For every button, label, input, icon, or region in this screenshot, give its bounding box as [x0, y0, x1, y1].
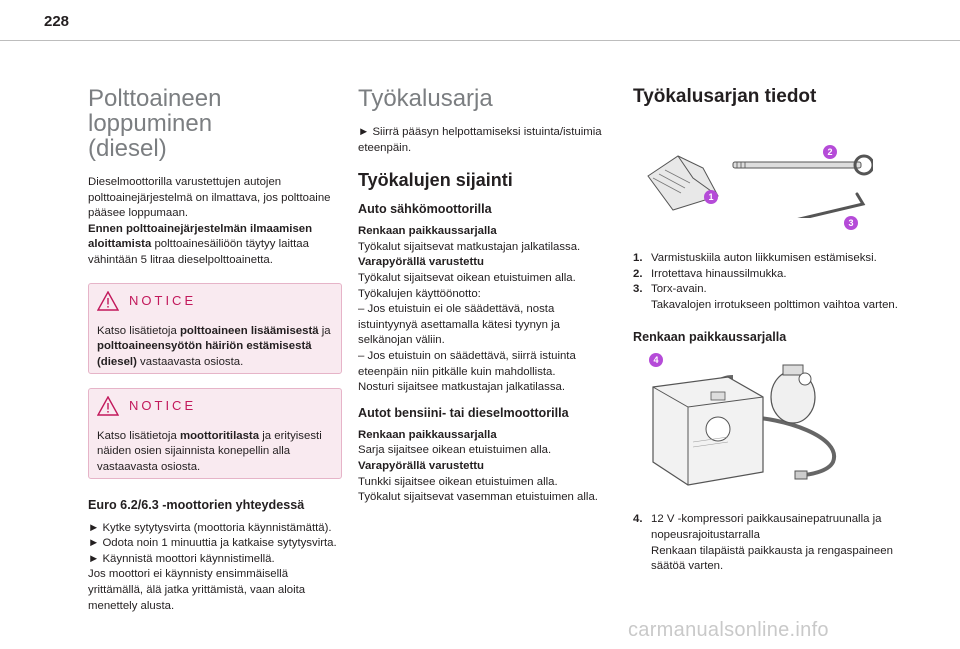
- tool-list: [633, 251, 899, 313]
- e-spare-label: Varapyörällä varustettu: [358, 256, 484, 269]
- p-spare-text-2: Työkalut sijaitsevat vasemman etuistuimen alla.: [358, 491, 598, 504]
- e-spare-text: Työkalut sijaitsevat oikean etuistuimen alla.: [358, 271, 576, 284]
- location-title: Työkalujen sijainti: [358, 170, 513, 191]
- warning-text: Ennen polttoainejärjestelmän ilmaamisen aloittamista polttoainesäiliöön täytyy laittaa vähintään 5 litraa dieselpolttoainetta.: [88, 222, 313, 266]
- e-kit-text: Työkalut sijaitsevat matkustajan jalkatilassa.: [358, 240, 581, 253]
- electric-heading: Auto sähkömoottorilla: [358, 202, 492, 217]
- step-ignition: ► Kytke sytytysvirta (moottoria käynnistämättä).: [88, 521, 332, 534]
- details-title: Työkalusarjan tiedot: [633, 86, 817, 107]
- list-item: 2. Irrotettava hinaussilmukka.: [633, 267, 787, 280]
- p-kit-label: Renkaan paikkaussarjalla: [358, 428, 497, 441]
- tools-illustration: [633, 118, 873, 228]
- compressor-list: [633, 512, 899, 574]
- e-dash-1: – Jos etuistuin ei ole säädettävä, nosta istuintyynyä asettamalla kätesi tyynyn ja selkänojan väliin.: [358, 303, 560, 347]
- section-title-toolkit: Työkalusarja: [358, 85, 493, 112]
- badge-4: 4: [649, 353, 663, 367]
- notice-title: NOTICE: [129, 397, 197, 413]
- notice-text: Katso lisätietoja polttoaineen lisäämisestä ja polttoaineensyötön häiriön estämisestä (diesel) vastaavasta osiosta.: [97, 324, 331, 368]
- intro-text: Dieselmoottorilla varustettujen autojen polttoainejärjestelmä on ilmattava, jos polttoaine pääsee loppumaan.: [88, 176, 331, 220]
- closing-text: Jos moottori ei käynnisty ensimmäisellä yrittämällä, älä jatka yrittämistä, vaan aloita menettely alusta.: [88, 568, 306, 612]
- badge-2: 2: [823, 145, 837, 159]
- e-kit-label: Renkaan paikkaussarjalla: [358, 225, 497, 238]
- notice-text: Katso lisätietoja moottoritilasta ja erityisesti näiden osien sijainnista konepellin alla vastaavasta osiosta.: [97, 429, 322, 473]
- e-use-text: Työkalujen käyttöönotto:: [358, 287, 481, 300]
- section-title-fuel: Polttoaineen loppuminen (diesel): [88, 85, 222, 162]
- p-kit-text: Sarja sijaitsee oikean etuistuimen alla.: [358, 444, 552, 457]
- p-spare-label: Varapyörällä varustettu: [358, 459, 484, 472]
- compressor-drawing: [633, 357, 883, 497]
- list-item: 1. Varmistuskiila auton liikkumisen estämiseksi.: [633, 252, 877, 264]
- header-divider: [0, 40, 960, 41]
- compressor-illustration: [633, 357, 883, 497]
- column-toolkit-details: [633, 86, 899, 575]
- list-item: 3. Torx-avain.: [633, 283, 707, 296]
- tools-drawing: [633, 118, 873, 218]
- footer-watermark: carmanualsonline.info: [628, 619, 829, 641]
- page-number: 228: [44, 13, 70, 30]
- petrol-heading: Autot bensiini- tai dieselmoottorilla: [358, 405, 569, 420]
- column-toolkit: [358, 86, 612, 506]
- column-fuel: [88, 86, 342, 614]
- badge-1: 1: [704, 190, 718, 204]
- warning-triangle-icon: [97, 396, 119, 416]
- step-wait: ► Odota noin 1 minuuttia ja katkaise sytytysvirta.: [88, 537, 337, 550]
- e-dash-2: – Jos etuistuin on säädettävä, siirrä istuinta eteenpäin niin pitkälle kuin mahdollista.: [358, 349, 576, 378]
- badge-3: 3: [844, 216, 858, 230]
- e-final: Nosturi sijaitsee matkustajan jalkatilassa.: [358, 381, 566, 394]
- notice-title: NOTICE: [129, 292, 197, 308]
- step-start: ► Käynnistä moottori käynnistimellä.: [88, 552, 275, 565]
- notice-box-engine: [88, 388, 342, 479]
- list-item: Renkaan tilapäistä paikkausta ja rengaspaineen säätöä varten.: [651, 544, 893, 573]
- notice-box-fuel: [88, 283, 342, 374]
- seat-step: ► Siirrä pääsyn helpottamiseksi istuinta/istuimia eteenpäin.: [358, 126, 602, 154]
- p-spare-text-1: Tunkki sijaitsee oikean etuistuimen alla.: [358, 475, 558, 488]
- warning-triangle-icon: [97, 291, 119, 311]
- list-item: Takavalojen irrotukseen polttimon vaihtoa varten.: [651, 298, 898, 311]
- euro-heading: Euro 6.2/6.3 -moottorien yhteydessä: [88, 497, 305, 512]
- kit-heading: Renkaan paikkaussarjalla: [633, 330, 787, 345]
- list-item: 4. 12 V -kompressori paikkausainepatruunalla ja nopeusrajoitustarralla: [633, 513, 882, 541]
